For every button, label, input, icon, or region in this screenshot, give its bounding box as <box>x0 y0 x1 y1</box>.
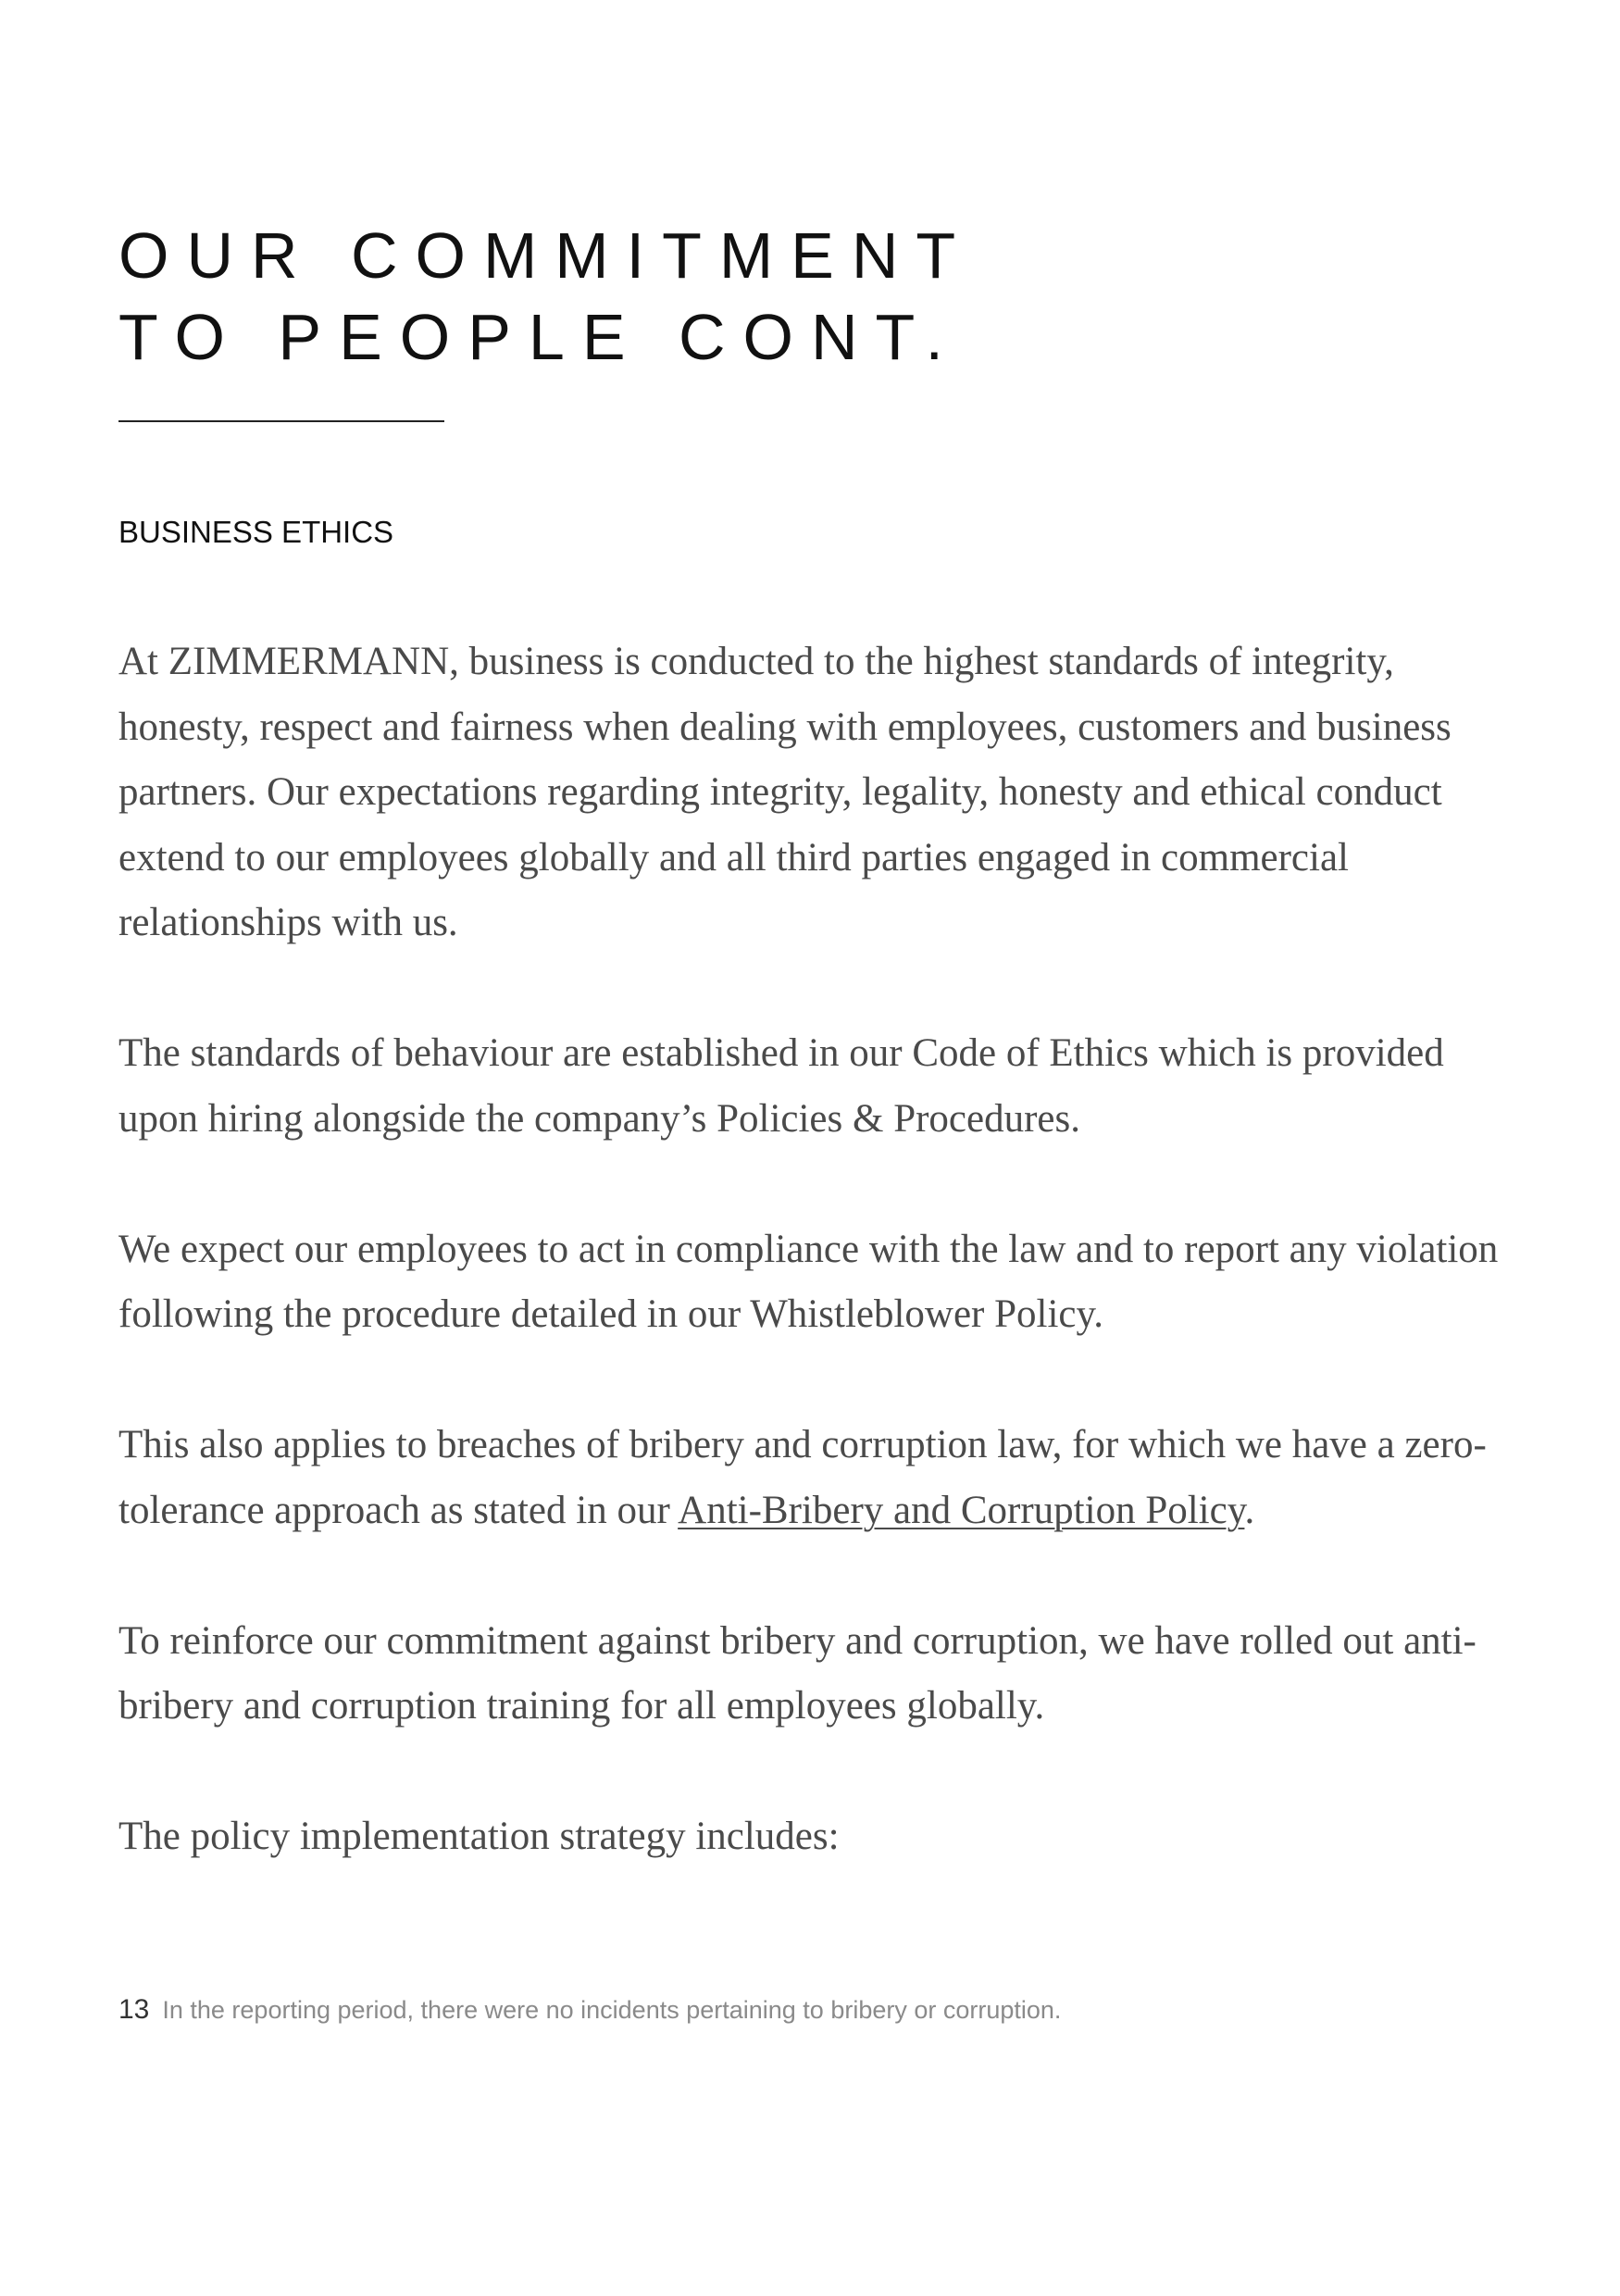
paragraph-bribery-end: . <box>1244 1488 1255 1532</box>
paragraph-intro: At ZIMMERMANN, business is conducted to the highest standards of integrity, honesty, respect and fairness when dealing with employees, customers and business partners. Our expectations regarding integrity, legality, honesty and ethical conduct extend to our employees globally and all third parties engaged in commercial relationships with us. <box>118 640 1452 944</box>
paragraph-training: To reinforce our commitment against bribery and corruption, we have rolled out anti-bribery and corruption training for all employees globally. <box>118 1618 1477 1728</box>
paragraph-strategy: The policy implementation strategy includes: <box>118 1815 840 1858</box>
footnote-text: In the reporting period, there were no incidents pertaining to bribery or corruption. <box>162 1996 1062 2024</box>
paragraph-bribery-text: This also applies to breaches of bribery and corruption law, for which we have a zero-tolerance approach as stated in our <box>118 1423 1487 1532</box>
page-title-line-1: OUR COMMITMENT <box>118 219 974 292</box>
body-text <box>118 630 1507 1870</box>
page-title-line-2: TO PEOPLE CONT. <box>118 301 961 373</box>
paragraph-whistleblower: We expect our employees to act in compliance with the law and to report any violation following the procedure detailed in our Whistleblower Policy. <box>118 1227 1499 1336</box>
footnote-number: 13 <box>118 1994 150 2025</box>
section-heading: BUSINESS ETHICS <box>118 515 394 549</box>
anti-bribery-policy-link[interactable]: Anti-Bribery and Corruption Policy <box>678 1488 1245 1532</box>
title-divider <box>118 420 444 422</box>
paragraph-code-of-ethics: The standards of behaviour are established in our Code of Ethics which is provided upon hiring alongside the company’s Policies & Procedures. <box>118 1031 1444 1141</box>
paragraph-bribery <box>118 1413 1507 1543</box>
page-title <box>118 215 1137 378</box>
footnote <box>118 1994 1061 2026</box>
